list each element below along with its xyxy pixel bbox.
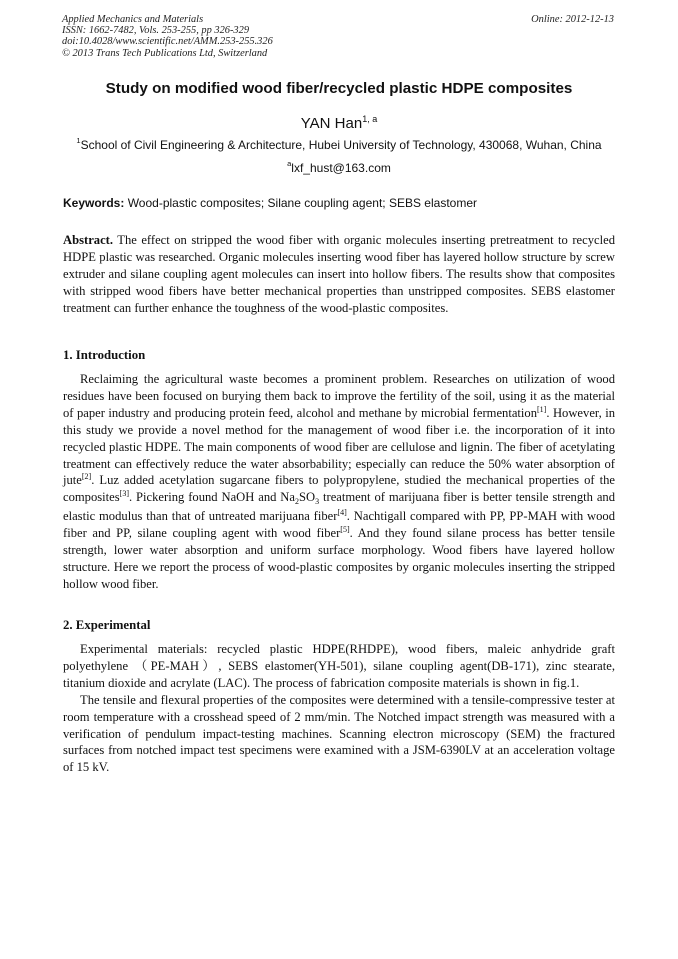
introduction-paragraph: [63, 371, 615, 593]
citation-2: [2]: [81, 472, 92, 482]
author-email: [0, 161, 678, 175]
issn-line: ISSN: 1662-7482, Vols. 253-255, pp 326-329: [62, 25, 250, 37]
affiliation-text: School of Civil Engineering & Architecture, Hubei University of Technology, 430068, Wuhan, China: [80, 138, 602, 152]
citation-5: [5]: [340, 525, 350, 535]
email-superscript: a: [287, 159, 292, 168]
copyright-line: © 2013 Trans Tech Publications Ltd, Switzerland: [62, 47, 268, 59]
experimental-paragraph-1: Experimental materials: recycled plastic HDPE(RHDPE), wood fibers, maleic anhydride graft polyethylene （PE-MAH）, SEBS elastomer(YH-501), silane coupling agent(DB-171), zinc stearate, titanium dioxide and acrylate (LAC). The process of fabrication composite materials is shown in fig.1.: [63, 642, 615, 690]
intro-text: . And they found silane process has better tensile strength, lower water absorption and uniform surface morphology. Wood fibers have layered hollow structure. Here we report the process of wood-plastic composites by organic molecules inserting the stripped hollow wood fiber.: [63, 526, 615, 591]
doi-line: doi:10.4028/www.scientific.net/AMM.253-255.326: [62, 36, 273, 48]
online-date: Online: 2012-12-13: [531, 14, 614, 25]
paper-title: Study on modified wood fiber/recycled plastic HDPE composites: [105, 80, 573, 97]
abstract-text: The effect on stripped the wood fiber with organic molecules inserting pretreatment to recycled HDPE plastic was researched. Organic molecules inserting wood fiber has layered hollow structure by screw extruder and silane coupling agent molecules can insert into hollow fibers. The results show that composites with stripped wood fibers have better mechanical properties than unstripped composites. SEBS elastomer treatment can further enhance the toughness of the wood-plastic composites.: [63, 233, 615, 315]
author-superscript: 1, a: [362, 114, 378, 124]
author-name: YAN Han: [300, 115, 363, 132]
section-heading-introduction: 1. Introduction: [63, 348, 146, 362]
intro-text: treatment of marijuana fiber is better tensile strength and elastic modulus than that of untreated marijuana fiber: [63, 490, 616, 524]
email-text: lxf_hust@163.com: [291, 161, 391, 175]
subscript: 2: [295, 497, 299, 507]
affiliation: [0, 138, 678, 152]
keywords: [63, 196, 623, 210]
intro-text: SO: [299, 490, 316, 505]
citation-1: [1]: [537, 404, 547, 414]
intro-text: . Luz added acetylation sugarcane fibers to polypropylene, studied the mechanical properties of the composites: [63, 473, 615, 505]
abstract: [63, 232, 615, 317]
intro-text: . Nachtigall compared with PP, PP-MAH with wood fiber and PP, silane coupling agent with wood fiber: [63, 509, 616, 541]
keywords-text: Wood-plastic composites; Silane coupling agent; SEBS elastomer: [124, 196, 477, 210]
abstract-label: Abstract.: [63, 233, 114, 247]
journal-name: Applied Mechanics and Materials: [62, 14, 204, 25]
experimental-section: [63, 641, 615, 776]
citation-3: [3]: [119, 489, 129, 499]
experimental-paragraph-2: The tensile and flexural properties of the composites were determined with a tensile-compressive tester at room temperature with a crosshead speed of 2 mm/min. The Notched impact strength was measured with a verification of pendulum impact-testing machines. Scanning electron microscopy (SEM) the fractured surfaces from notched impact test specimens were examined with a JSM-6390LV at an acceleration voltage of 15 kV.: [63, 692, 615, 775]
affiliation-superscript: 1: [76, 136, 81, 145]
keywords-label: Keywords:: [63, 196, 125, 210]
author-line: [0, 115, 678, 132]
citation-4: [4]: [337, 508, 347, 518]
journal-header: [62, 14, 273, 59]
intro-text: . Pickering found NaOH and Na: [129, 490, 295, 505]
section-heading-experimental: 2. Experimental: [63, 618, 151, 632]
subscript: 3: [315, 497, 320, 507]
intro-text: . However, in this study we provide a novel method for the management of wood fiber i.e. the incorporation of it into recycled plastic HDPE. The main components of wood fiber are cellulose and lignin. The fiber of acetylating treatment can effectively reduce the water absorbability; especially can reduce the 50% water absorption of jute: [63, 405, 615, 488]
intro-text: Reclaiming the agricultural waste becomes a prominent problem. Researches on utilization of wood residues have been focused on burying them back to improve the fertility of the soil, using it as the material of paper industry and producing protein feed, alcohol and methane by microbial fermentation: [63, 372, 615, 420]
